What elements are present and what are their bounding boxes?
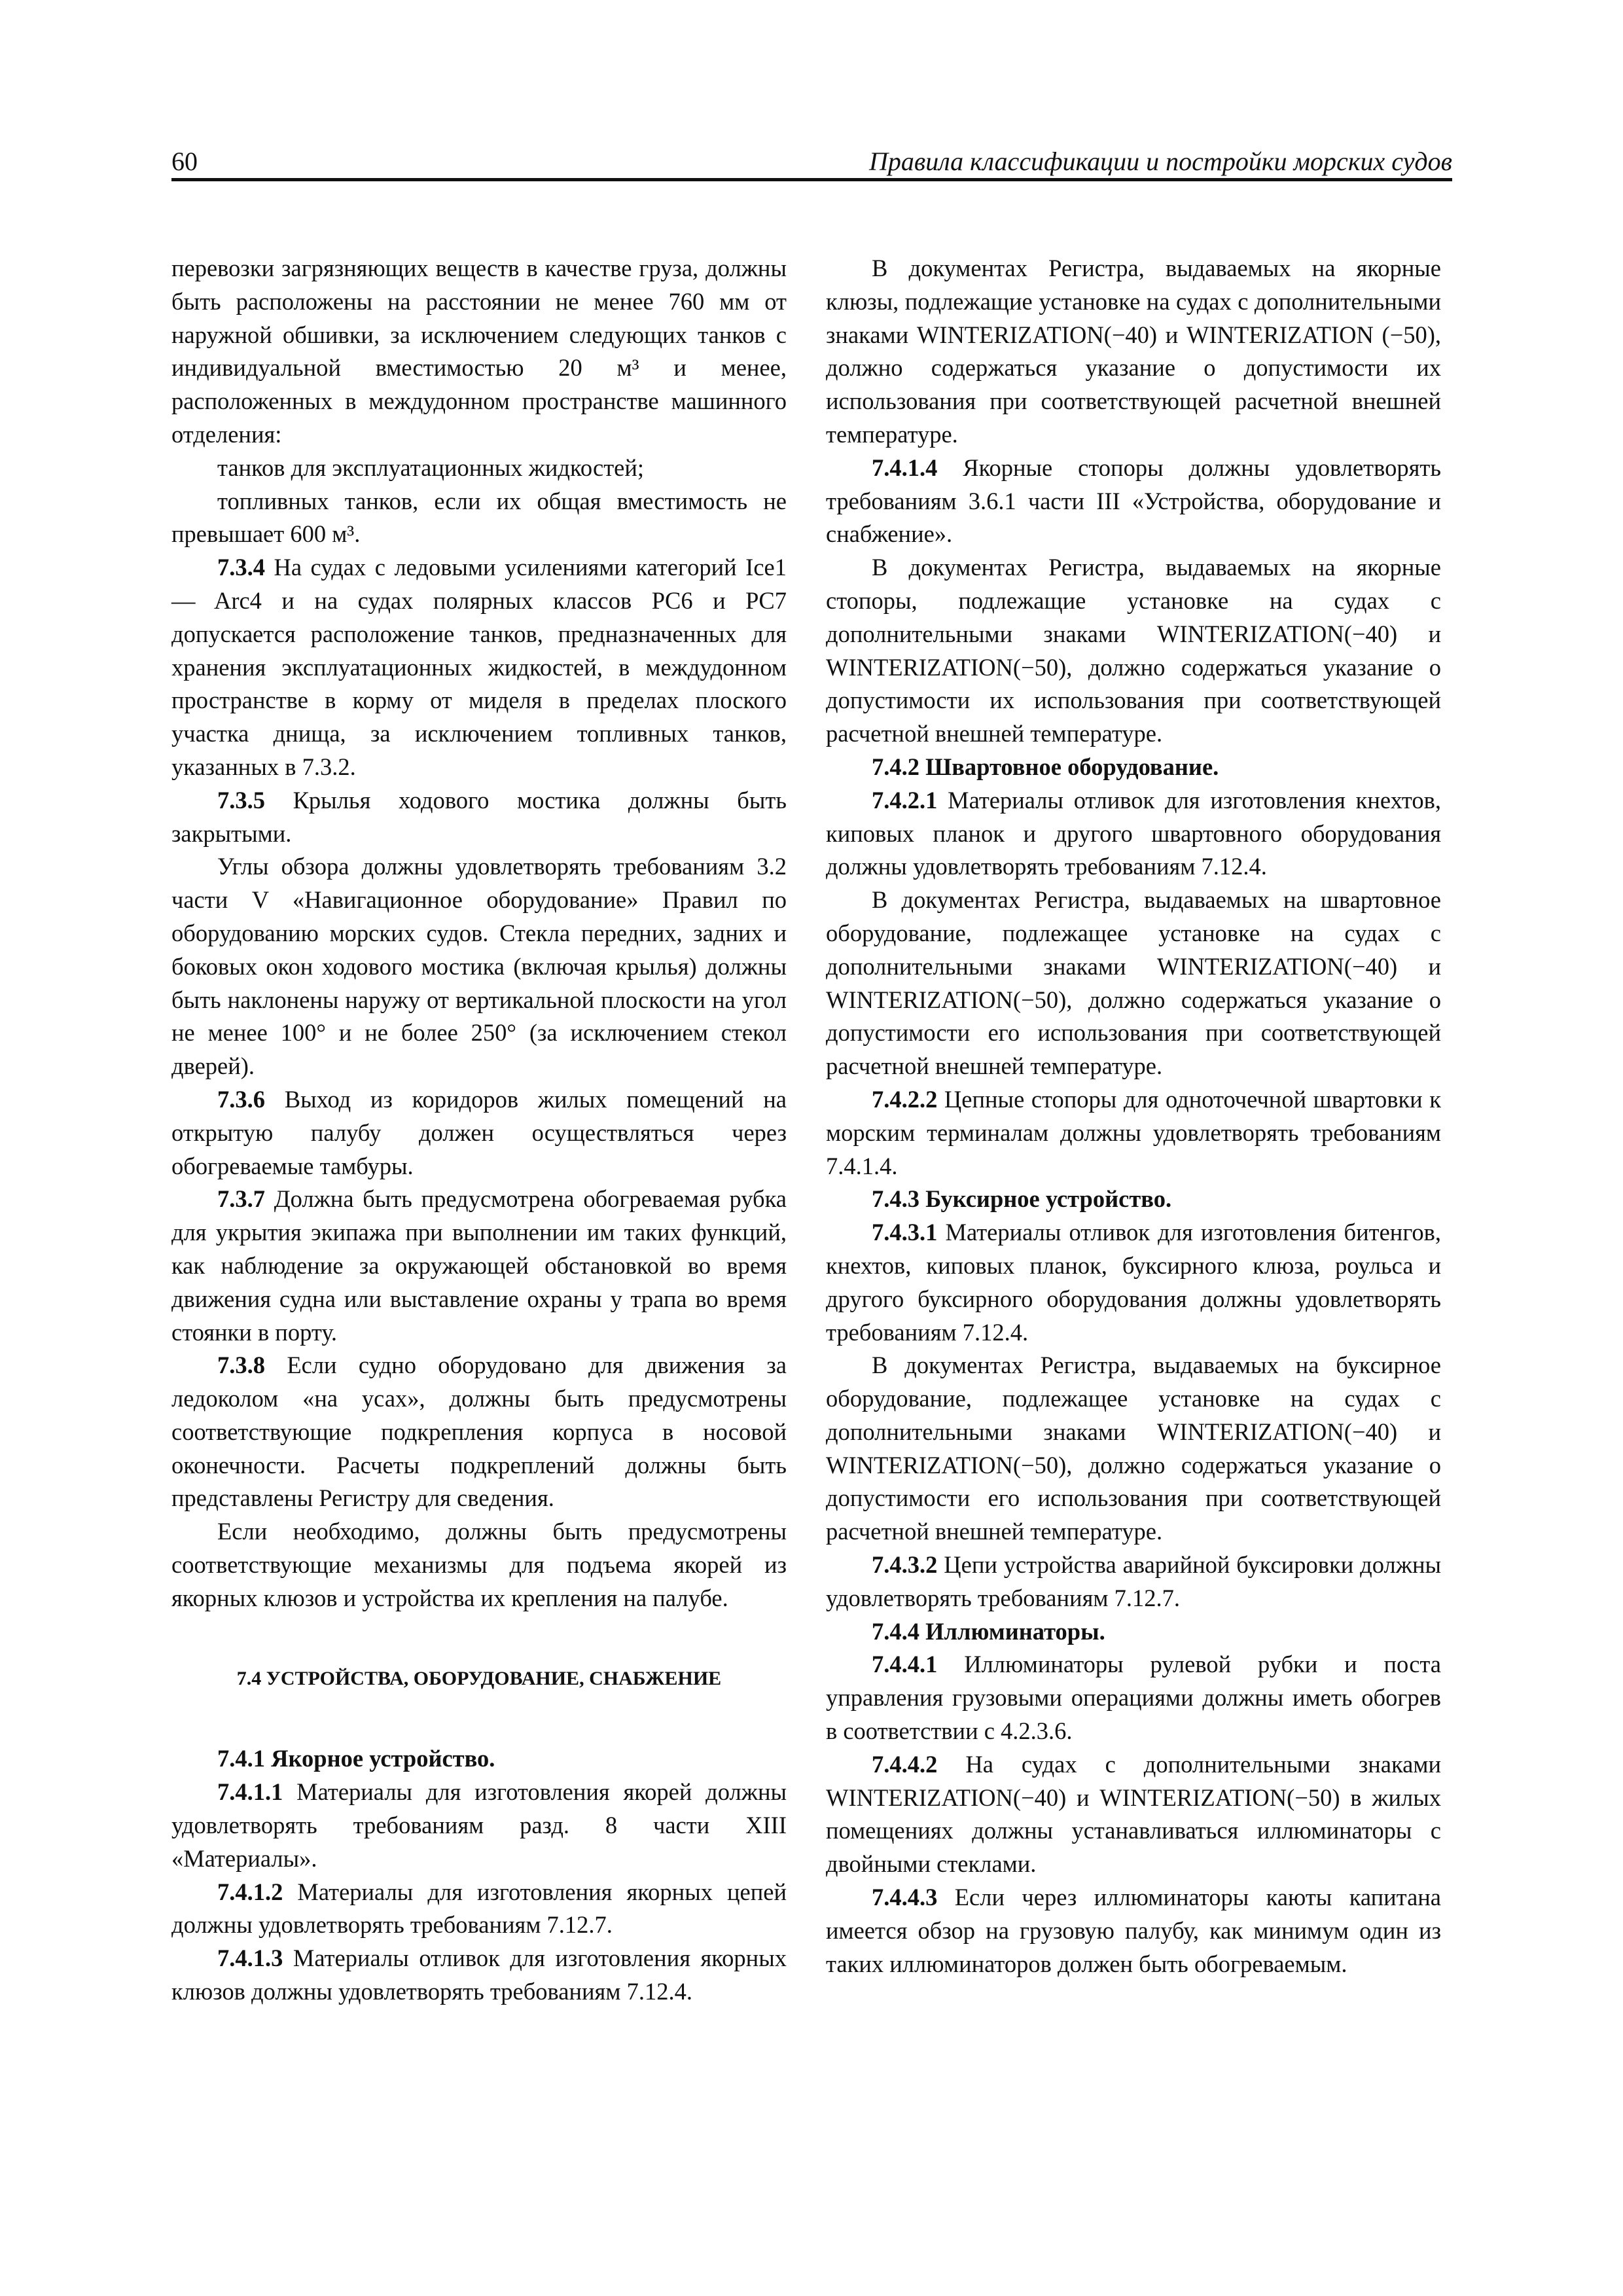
paragraph-number: 7.4.1.2 xyxy=(217,1878,283,1905)
page-header xyxy=(171,145,1452,181)
section-title: 7.4 УСТРОЙСТВА, ОБОРУДОВАНИЕ, СНАБЖЕНИЕ xyxy=(236,1667,722,1689)
paragraph xyxy=(826,1881,1441,1981)
subsection-heading: 7.4.3 Буксирное устройство. xyxy=(872,1185,1172,1213)
paragraph xyxy=(171,784,787,851)
paragraph-text: Если необходимо, должны быть предусмотрены соответствующие механизмы для подъема якорей из якорных клюзов и устройства их крепления на палубе. xyxy=(171,1518,787,1611)
right-column xyxy=(826,252,1441,1981)
paragraph-text: Материалы отливок для изготовления кнехтов, киповых планок и другого швартовного оборудования должны удовлетворять требованиям 7.12.4. xyxy=(826,786,1441,880)
paragraph xyxy=(826,452,1441,551)
paragraph-text: В документах Регистра, выдаваемых на швартовное оборудование, подлежащее установке на судах с дополнительными знаками WINTERIZATION(−40) и WINTERIZATION(−50), должно содержаться указание о допустимости его использования при соответствующей расчетной внешней температуре. xyxy=(826,886,1441,1080)
left-column xyxy=(171,252,787,2009)
paragraph-number: 7.3.8 xyxy=(217,1352,265,1379)
subsection-heading: 7.4.1 Якорное устройство. xyxy=(217,1745,495,1772)
paragraph-number: 7.4.4.3 xyxy=(872,1884,938,1911)
paragraph xyxy=(171,1183,787,1349)
paragraph-text: Цепные стопоры для одноточечной швартовки к морским терминалам должны удовлетворять требованиям 7.4.1.4. xyxy=(826,1085,1441,1179)
paragraph-text: Выход из коридоров жилых помещений на открытую палубу должен осуществляться через обогреваемые тамбуры. xyxy=(171,1085,787,1179)
paragraph xyxy=(171,252,787,452)
paragraph-number: 7.4.4.1 xyxy=(872,1651,938,1678)
paragraph xyxy=(171,1942,787,2009)
paragraph xyxy=(826,1748,1441,1881)
paragraph xyxy=(171,452,787,485)
paragraph xyxy=(826,252,1441,452)
paragraph-text: Материалы для изготовления якорей должны удовлетворять требованиям разд. 8 части XIII «Материалы». xyxy=(171,1778,787,1872)
paragraph-number: 7.4.1.1 xyxy=(217,1778,283,1806)
paragraph-text: Если судно оборудовано для движения за ледоколом «на усах», должны быть предусмотрены соответствующие подкрепления корпуса в носовой оконечности. Расчеты подкреплений должны быть представлены Регистру для сведения. xyxy=(171,1352,787,1512)
paragraph-text: Углы обзора должны удовлетворять требованиям 3.2 части V «Навигационное оборудование» Правил по оборудованию морских судов. Стекла передних, задних и боковых окон ходового мостика (включая крылья) должны быть наклонены наружу от вертикальной плоскости на угол не менее 100° и не более 250° (за исключением стекол дверей). xyxy=(171,853,787,1080)
paragraph-text: танков для эксплуатационных жидкостей; xyxy=(217,454,645,481)
paragraph-number: 7.4.2.2 xyxy=(872,1085,938,1113)
paragraph-text: На судах с дополнительными знаками WINTERIZATION(−40) и WINTERIZATION(−50) в жилых помещениях должны устанавливаться иллюминаторы с двойными стеклами. xyxy=(826,1750,1441,1878)
paragraph xyxy=(171,1349,787,1515)
paragraph-text: перевозки загрязняющих веществ в качестве груза, должны быть расположены на расстоянии не менее 760 мм от наружной обшивки, за исключением следующих танков с индивидуальной вместимостью 20 м³ и менее, расположенных в междудонном пространстве машинного отделения: xyxy=(171,255,787,448)
paragraph xyxy=(171,1083,787,1183)
paragraph-text: Крылья ходового мостика должны быть закрытыми. xyxy=(171,786,787,847)
paragraph xyxy=(171,485,787,552)
paragraph-text: Материалы отливок для изготовления битенгов, кнехтов, киповых планок, буксирного клюза, роульса и другого буксирного оборудования должны удовлетворять требованиям 7.12.4. xyxy=(826,1219,1441,1346)
paragraph-number: 7.3.6 xyxy=(217,1085,265,1113)
paragraph-text: Цепи устройства аварийной буксировки должны удовлетворять требованиям 7.12.7. xyxy=(826,1551,1441,1611)
subsection-heading: 7.4.2 Швартовное оборудование. xyxy=(872,753,1219,780)
paragraph xyxy=(826,884,1441,1083)
paragraph-number: 7.4.1.3 xyxy=(217,1945,283,1972)
paragraph xyxy=(826,1648,1441,1748)
paragraph xyxy=(826,1349,1441,1549)
paragraph xyxy=(171,850,787,1083)
paragraph-text: Иллюминаторы рулевой рубки и поста управления грузовыми операциями должны иметь обогрев в соответствии с 4.2.3.6. xyxy=(826,1651,1441,1745)
paragraph xyxy=(826,1549,1441,1615)
paragraph-number: 7.3.5 xyxy=(217,786,265,814)
paragraph xyxy=(171,1515,787,1615)
subsection-heading: 7.4.4 Иллюминаторы. xyxy=(872,1617,1105,1645)
paragraph-text: Если через иллюминаторы каюты капитана имеется обзор на грузовую палубу, как минимум один из таких иллюминаторов должен быть обогреваемым. xyxy=(826,1884,1441,1977)
paragraph xyxy=(826,551,1441,751)
paragraph-text: Якорные стопоры должны удовлетворять требованиям 3.6.1 части III «Устройства, оборудование и снабжение». xyxy=(826,454,1441,548)
paragraph-text: На судах с ледовыми усилениями категорий Ice1 — Arc4 и на судах полярных классов PC6 и PC7 допускается расположение танков, предназначенных для хранения эксплуатационных жидкостей, в междудонном пространстве в корму от миделя в пределах плоского участка днища, за исключением топливных танков, указанных в 7.3.2. xyxy=(171,554,787,780)
paragraph-text: В документах Регистра, выдаваемых на буксирное оборудование, подлежащее установке на судах с дополнительными знаками WINTERIZATION(−40) и WINTERIZATION(−50), должно содержаться указание о допустимости его использования при соответствующей расчетной внешней температуре. xyxy=(826,1352,1441,1545)
paragraph-number: 7.4.3.2 xyxy=(872,1551,938,1579)
paragraph xyxy=(171,1776,787,1875)
running-title: Правила классификации и постройки морских судов xyxy=(868,147,1452,176)
paragraph-number: 7.4.1.4 xyxy=(872,454,938,481)
paragraph xyxy=(826,1083,1441,1183)
paragraph-text: Материалы отливок для изготовления якорных клюзов должны удовлетворять требованиям 7.12.4. xyxy=(171,1945,787,2005)
paragraph-text: В документах Регистра, выдаваемых на якорные стопоры, подлежащие установке на судах с дополнительными знаками WINTERIZATION(−40) и WINTERIZATION(−50), должно содержаться указание о допустимости их использования при соответствующей расчетной внешней температуре. xyxy=(826,554,1441,747)
paragraph-text: Материалы для изготовления якорных цепей должны удовлетворять требованиям 7.12.7. xyxy=(171,1878,787,1939)
paragraph-number: 7.4.3.1 xyxy=(872,1219,938,1246)
paragraph-text: В документах Регистра, выдаваемых на якорные клюзы, подлежащие установке на судах с дополнительными знаками WINTERIZATION(−40) и WINTERIZATION (−50), должно содержаться указание о допустимости их использования при соответствующей расчетной внешней температуре. xyxy=(826,255,1441,448)
paragraph-number: 7.3.4 xyxy=(217,554,265,581)
paragraph-text: Должна быть предусмотрена обогреваемая рубка для укрытия экипажа при выполнении им таких функций, как наблюдение за окружающей обстановкой во время движения судна или выставление охраны у трапа во время стоянки в порту. xyxy=(171,1185,787,1346)
paragraph-number: 7.3.7 xyxy=(217,1185,265,1213)
paragraph-text: топливных танков, если их общая вместимость не превышает 600 м³. xyxy=(171,487,787,548)
paragraph xyxy=(826,784,1441,884)
paragraph-number: 7.4.2.1 xyxy=(872,786,938,814)
page-number: 60 xyxy=(171,147,198,176)
paragraph xyxy=(826,1216,1441,1349)
paragraph xyxy=(171,551,787,784)
paragraph xyxy=(171,1876,787,1943)
paragraph-number: 7.4.4.2 xyxy=(872,1750,938,1778)
